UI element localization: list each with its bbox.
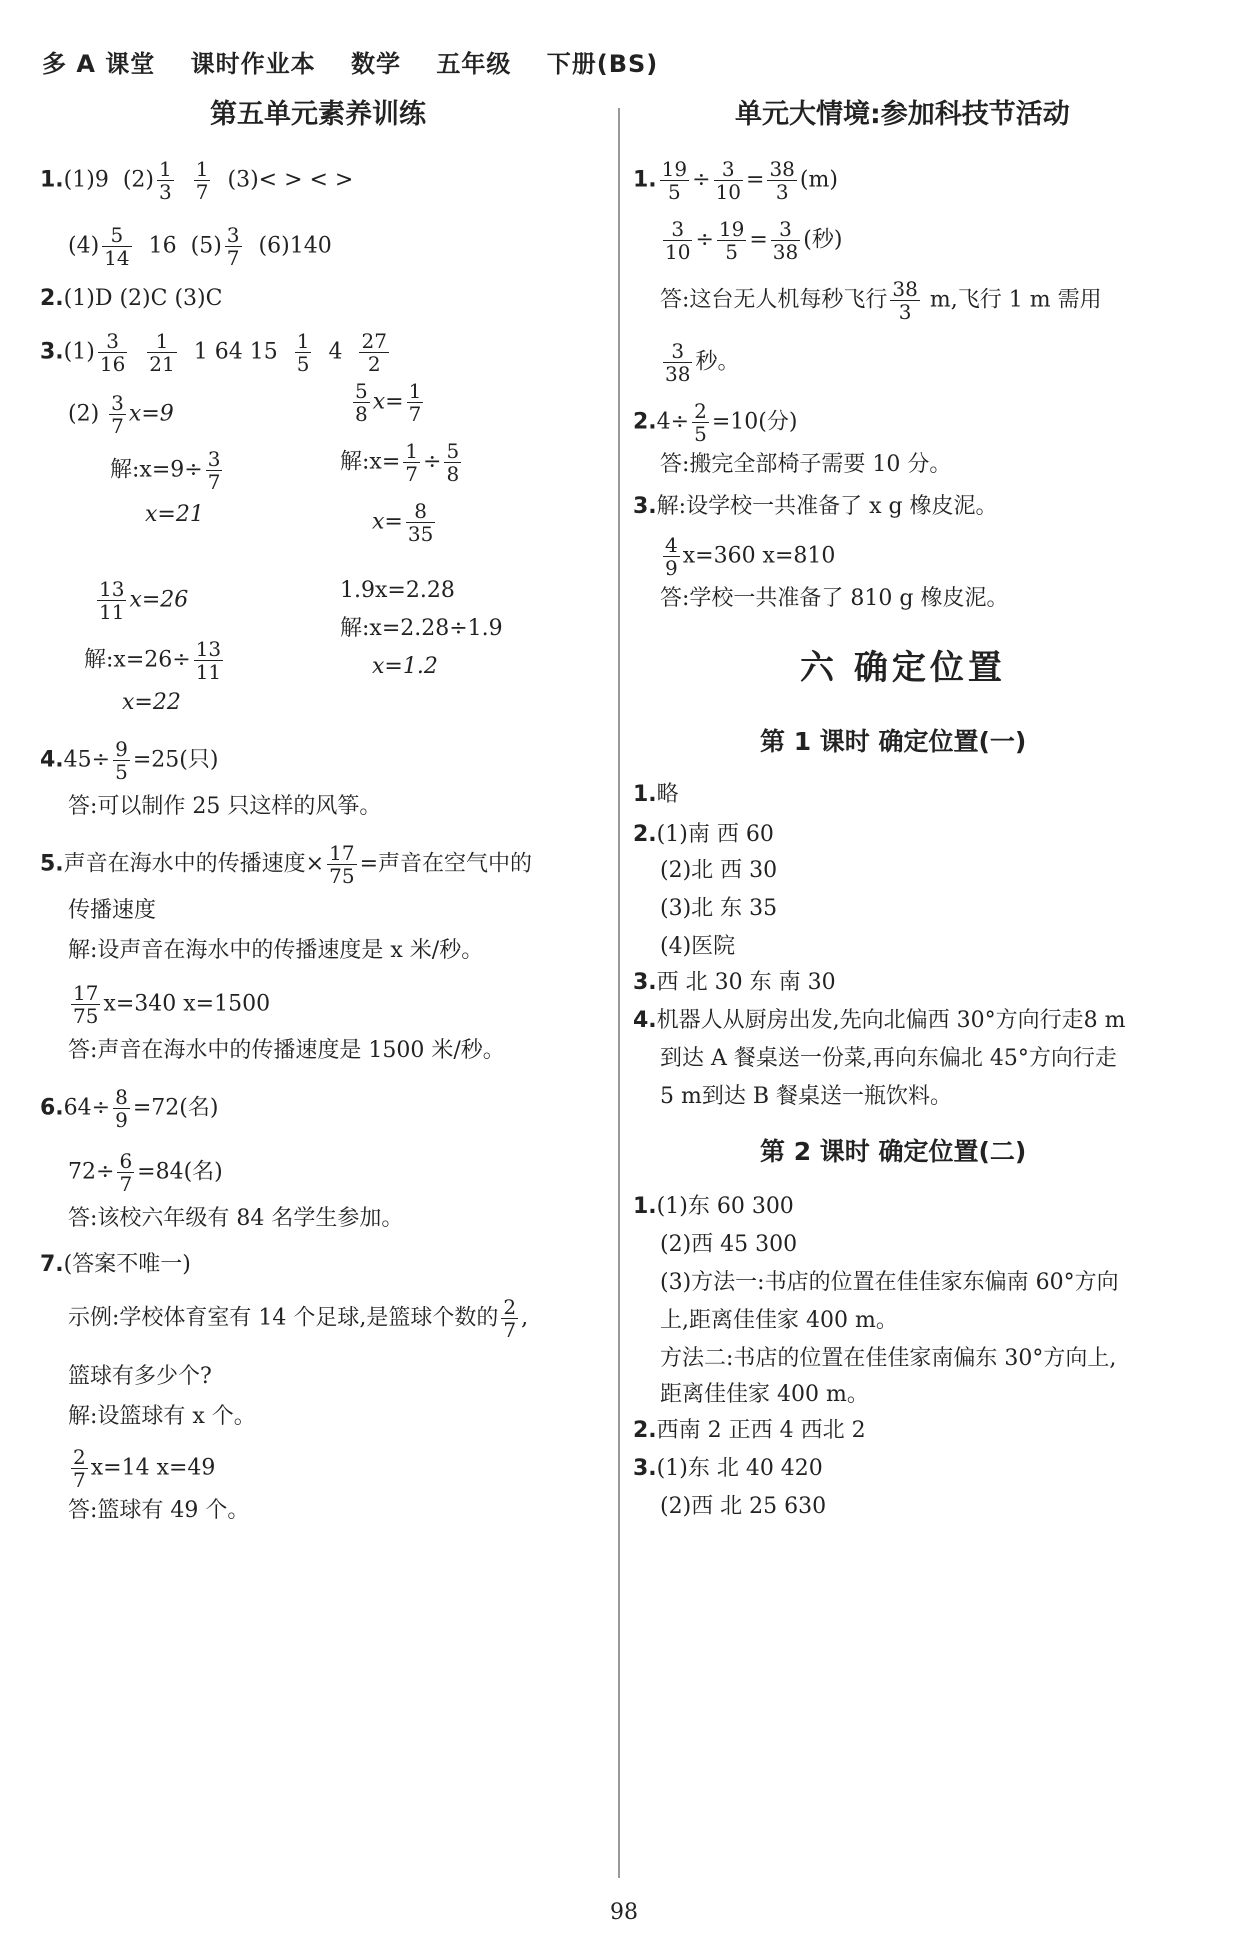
eq9: 解:x=2.28÷1.9 (340, 616, 503, 641)
q6-line2: 72÷ $\frac{6}{7}$ =84(名) (68, 1149, 223, 1196)
q7-answer: 答:篮球有 49 个。 (68, 1498, 250, 1523)
q3-line: 3.(1) $\frac{3}{16}$ $\frac{1}{21}$ 1 64 15 $\frac{1}{5}$ 4 $\frac{27}{2}$ (40, 329, 387, 376)
q7-line1: 7.(答案不唯一) (40, 1252, 191, 1277)
l4-line: (3)北 东 35 (660, 896, 778, 921)
r7-line: 3.解:设学校一共准备了 x g 橡皮泥。 (633, 494, 998, 519)
m7-line: 2.西南 2 正西 4 西北 2 (633, 1418, 866, 1443)
volume: 下册(BS) (546, 50, 659, 78)
brand: 多 A 课堂 (42, 50, 156, 78)
q7-line5: $\frac{2}{7}$ x=14 x=49 (73, 1445, 216, 1492)
m9-line: (2)西 北 25 630 (660, 1494, 827, 1519)
r9-line: 答:学校一共准备了 810 g 橡皮泥。 (660, 586, 1009, 611)
m8-line: 3.(1)东 北 40 420 (633, 1456, 823, 1481)
m4-line: 上,距离佳佳家 400 m。 (660, 1308, 898, 1333)
q4-answer: 答:可以制作 25 只这样的风筝。 (68, 794, 382, 819)
l7-line: 4.机器人从厨房出发,先向北偏西 30°方向行走8 m (633, 1008, 1126, 1033)
q6-answer: 答:该校六年级有 84 名学生参加。 (68, 1206, 404, 1231)
eq1: (2) $\frac{3}{7}$ x=9 (68, 391, 174, 438)
r8-line: $\frac{4}{9}$ x=360 x=810 (665, 533, 836, 580)
m1-line: 1.(1)东 60 300 (633, 1194, 794, 1219)
q7-line2: 示例:学校体育室有 14 个足球,是篮球个数的 $\frac{2}{7}$ , (68, 1295, 529, 1342)
q7-line3: 篮球有多少个? (68, 1364, 212, 1389)
q5-line2: 传播速度 (68, 898, 157, 923)
q5-line3: 解:设声音在海水中的传播速度是 x 米/秒。 (68, 938, 484, 963)
page-header (42, 44, 684, 79)
l3-line: (2)北 西 30 (660, 858, 778, 883)
eq5: x=21 (145, 502, 204, 527)
lesson1-title: 第 1 课时 确定位置(一) (760, 727, 1027, 756)
r6-line: 答:搬完全部椅子需要 10 分。 (660, 452, 952, 477)
lesson2-title: 第 2 课时 确定位置(二) (760, 1137, 1027, 1166)
q5-answer: 答:声音在海水中的传播速度是 1500 米/秒。 (68, 1038, 505, 1063)
eq4: 解:x= $\frac{1}{7}$ ÷ $\frac{5}{8}$ (340, 439, 460, 486)
subject: 数学 (351, 50, 402, 78)
l9-line: 5 m到达 B 餐桌送一瓶饮料。 (660, 1084, 953, 1109)
q4-line: 4.45÷ $\frac{9}{5}$ =25(只) (40, 737, 219, 784)
section-title: 六 确定位置 (800, 648, 1006, 688)
q5-line1: 5.声音在海水中的传播速度× $\frac{17}{75}$ =声音在空气中的 (40, 841, 532, 888)
l2-line: 2.(1)南 西 60 (633, 822, 774, 847)
right-title: 单元大情境:参加科技节活动 (735, 99, 1070, 130)
m2-line: (2)西 45 300 (660, 1232, 798, 1257)
eq7: $\frac{13}{11}$ x=26 (99, 577, 189, 624)
eq8: 1.9x=2.28 (340, 578, 455, 603)
book-name: 课时作业本 (190, 50, 316, 78)
r4-line: $\frac{3}{38}$ 秒。 (665, 339, 740, 386)
column-divider (618, 108, 620, 1878)
q2-line: 2.(1)D (2)C (3)C (40, 286, 223, 311)
eq6: x= $\frac{8}{35}$ (372, 499, 434, 546)
l1-line: 1.略 (633, 782, 679, 807)
q6-line1: 6.64÷ $\frac{8}{9}$ =72(名) (40, 1085, 219, 1132)
q7-line4: 解:设篮球有 x 个。 (68, 1404, 256, 1429)
m6-line: 距离佳佳家 400 m。 (660, 1382, 869, 1407)
m5-line: 方法二:书店的位置在佳佳家南偏东 30°方向上, (660, 1346, 1117, 1371)
eq12: x=22 (122, 690, 181, 715)
q5-line4: $\frac{17}{75}$ x=340 x=1500 (73, 981, 271, 1028)
l8-line: 到达 A 餐桌送一份菜,再向东偏北 45°方向行走 (660, 1046, 1117, 1071)
q1-line1: 1.(1)9 (2) $\frac{1}{3}$ $\frac{1}{7}$ (3)< > < > (40, 157, 354, 204)
eq3: 解:x=9÷ $\frac{3}{7}$ (110, 447, 221, 494)
l6-line: 3.西 北 30 东 南 30 (633, 970, 836, 995)
q1-line2: (4) $\frac{5}{14}$ 16 (5) $\frac{3}{7}$ (6)140 (68, 223, 332, 270)
r1-line: 1. $\frac{19}{5}$ ÷ $\frac{3}{10}$ = $\frac{38}{3}$ (m) (633, 157, 838, 204)
r5-line: 2.4÷ $\frac{2}{5}$ =10(分) (633, 399, 798, 446)
left-title: 第五单元素养训练 (210, 99, 426, 130)
page-number: 98 (610, 1900, 638, 1925)
r3-line: 答:这台无人机每秒飞行 $\frac{38}{3}$ m,飞行 1 m 需用 (660, 277, 1102, 324)
eq11: x=1.2 (372, 654, 438, 679)
l5-line: (4)医院 (660, 934, 736, 959)
m3-line: (3)方法一:书店的位置在佳佳家东偏南 60°方向 (660, 1270, 1119, 1295)
r2-line: $\frac{3}{10}$ ÷ $\frac{19}{5}$ = $\frac{3}{38}$ (秒) (665, 217, 843, 264)
grade: 五年级 (436, 50, 512, 78)
eq10: 解:x=26÷ $\frac{13}{11}$ (84, 637, 222, 684)
eq2: $\frac{5}{8}$ x= $\frac{1}{7}$ (355, 379, 422, 426)
